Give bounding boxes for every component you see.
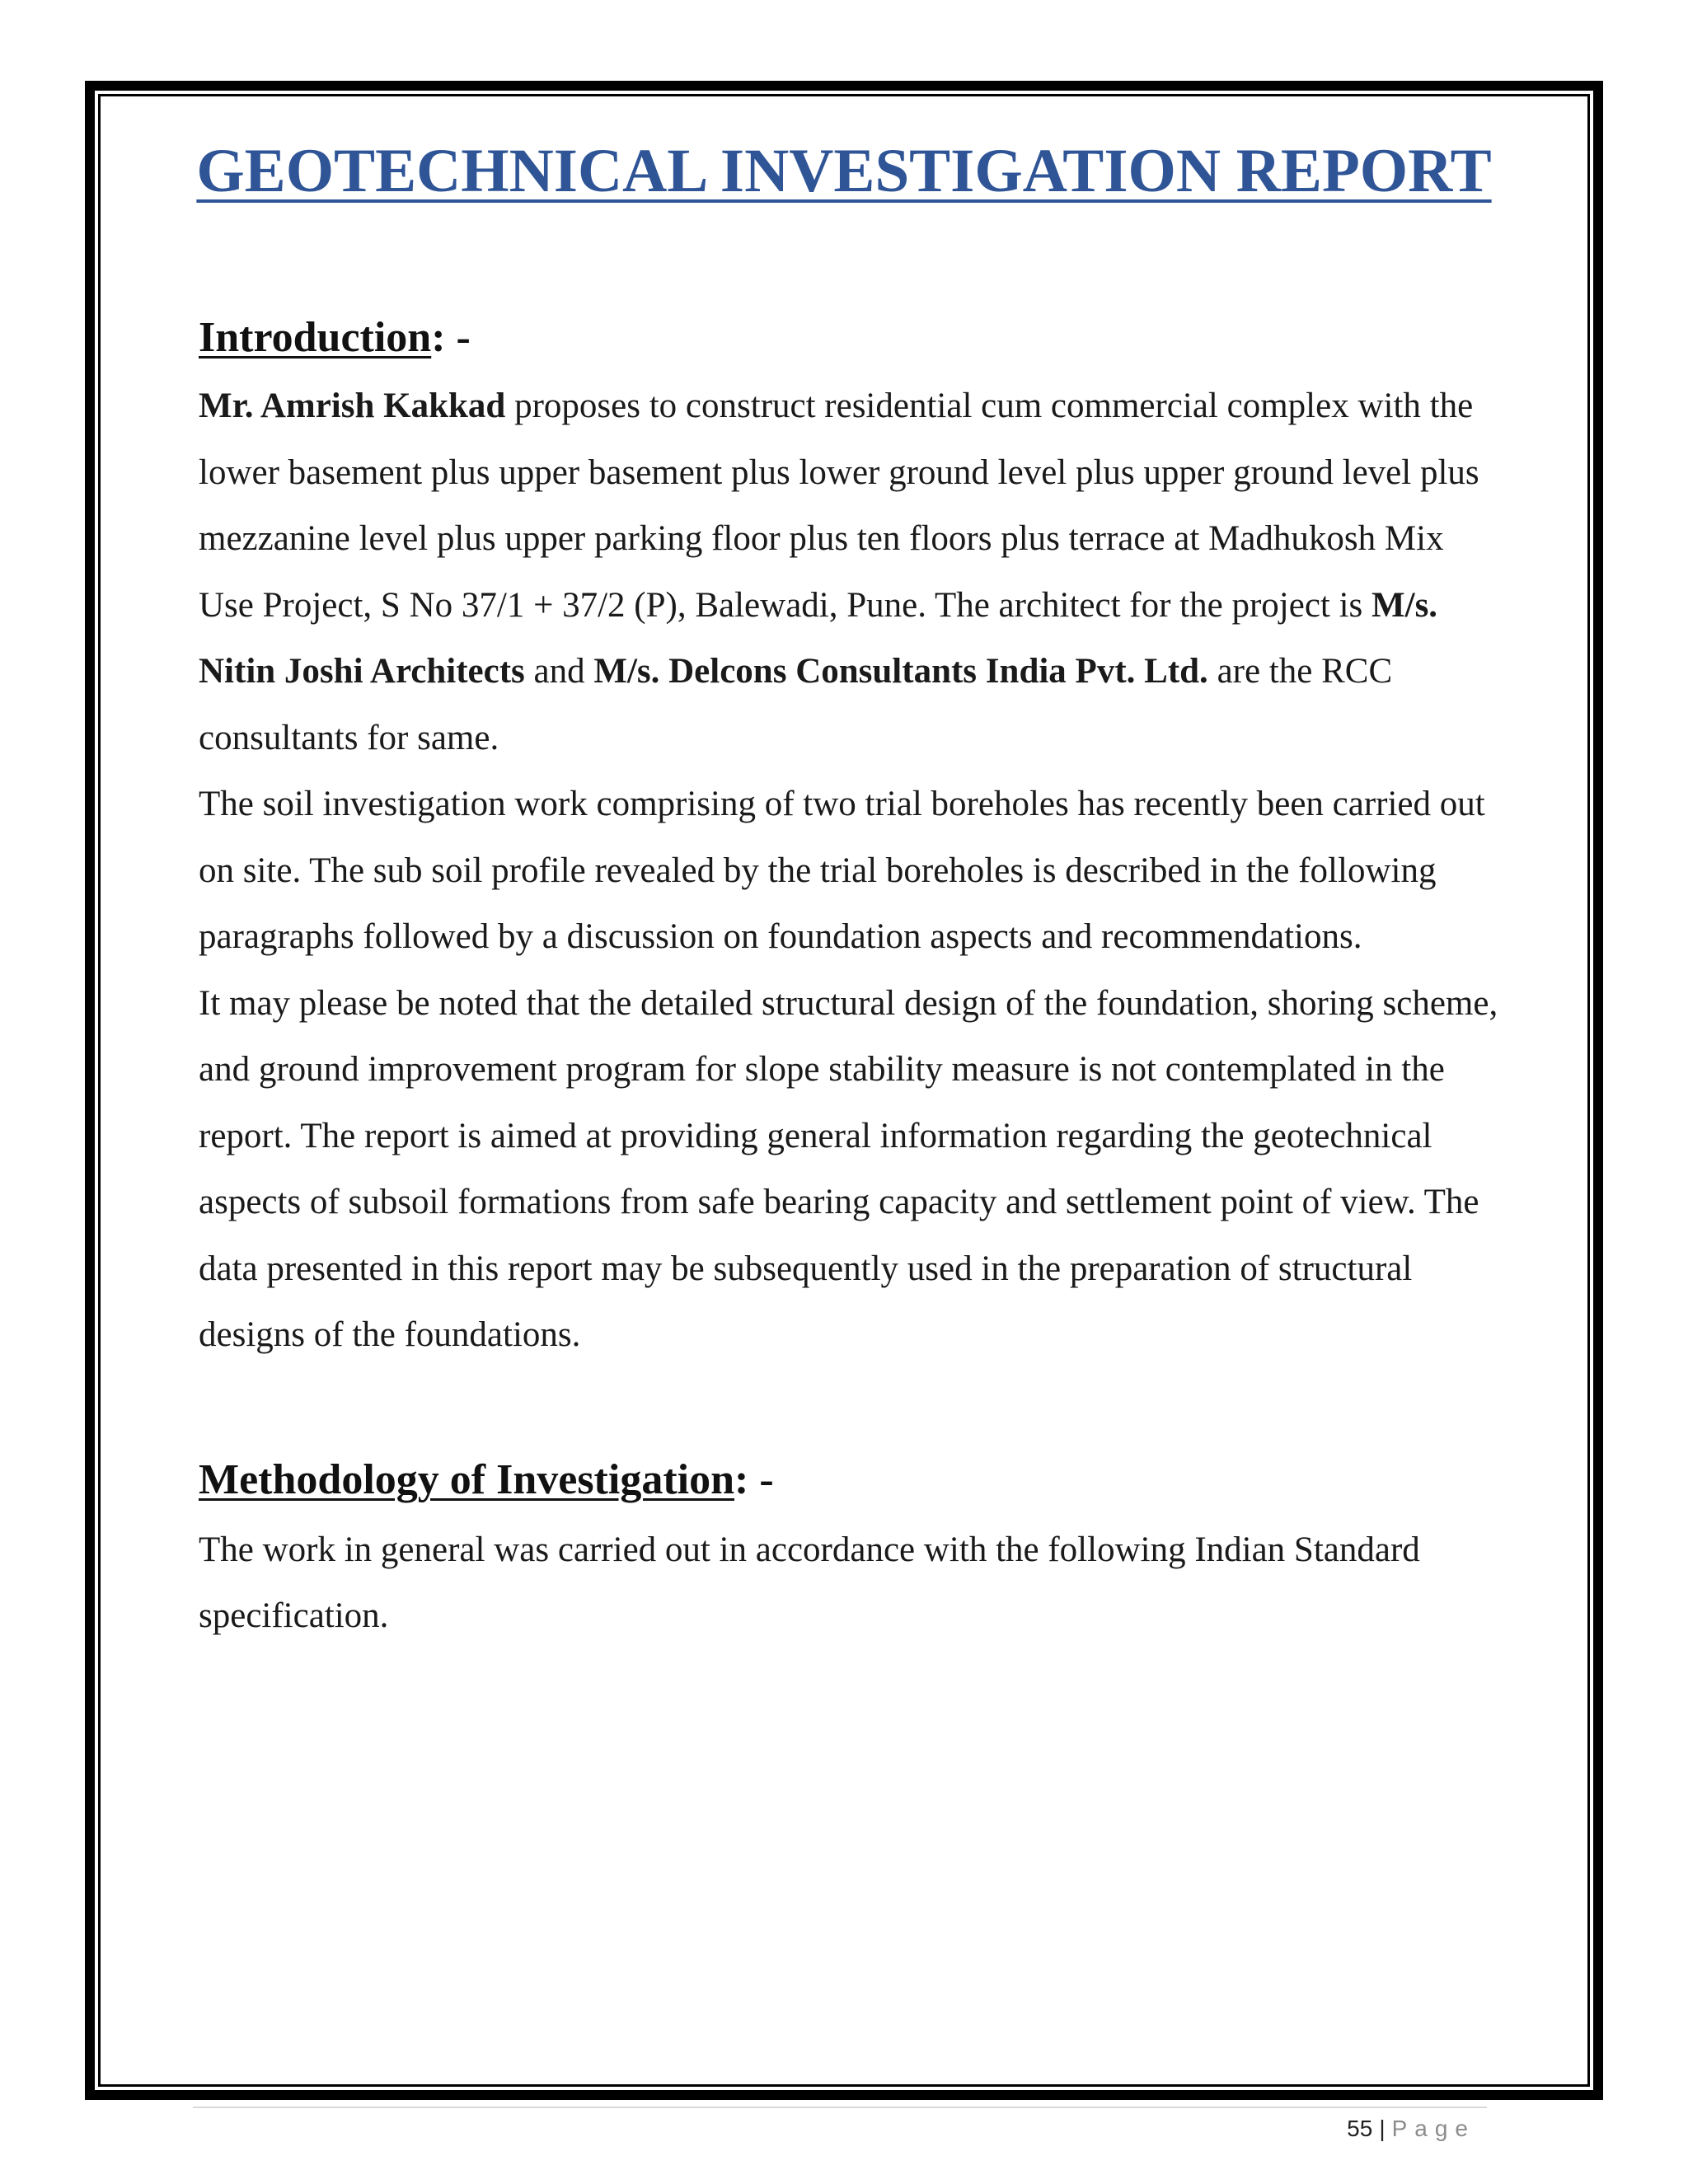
footer-divider	[193, 2107, 1487, 2108]
methodology-heading-suffix: : -	[734, 1455, 774, 1503]
intro-text-1: proposes to construct residential cum commercial complex with the lower basement plus upper basement plus lower ground level plus upper ground level plus mezzanine level plus upper parking floor plus ten floors plus terrace at Madhukosh Mix Use Project, S No 37/1 + 37/2 (P), Balewadi, Pune. The architect for the project is	[199, 387, 1479, 625]
page-number: 55	[1347, 2116, 1373, 2141]
client-name: Mr. Amrish Kakkad	[199, 387, 506, 425]
methodology-heading-text: Methodology of Investigation	[199, 1455, 734, 1503]
footer-separator: |	[1379, 2116, 1386, 2141]
introduction-heading-text: Introduction	[199, 314, 432, 361]
page-label: Page	[1391, 2116, 1475, 2141]
introduction-heading	[199, 309, 1501, 367]
introduction-heading-suffix: : -	[431, 314, 471, 361]
introduction-paragraph-2: The soil investigation work comprising of two trial boreholes has recently been carried out on site. The sub soil profile revealed by the trial boreholes is described in the following paragraphs followed by a discussion on foundation aspects and recommendations.	[199, 785, 1485, 956]
intro-text-3: are the RCC consultants for same.	[199, 652, 1393, 757]
consultant-name: M/s. Delcons Consultants India Pvt. Ltd.	[593, 652, 1208, 691]
methodology-paragraph-1: The work in general was carried out in accordance with the following Indian Standard specification.	[199, 1530, 1420, 1635]
report-title	[0, 137, 1688, 205]
page-footer	[1347, 2112, 1475, 2145]
introduction-paragraph-3: It may please be noted that the detailed structural design of the foundation, shoring scheme, and ground improvement program for slope stability measure is not contemplated in the report. The report is aimed at providing general information regarding the geotechnical aspects of subsoil formations from safe bearing capacity and settlement point of view. The data presented in this report may be subsequently used in the preparation of structural designs of the foundations.	[199, 983, 1498, 1354]
report-body	[199, 309, 1501, 1650]
introduction-paragraph-1	[199, 373, 1501, 771]
architect-name: M/s. Nitin Joshi Architects	[199, 585, 1438, 691]
intro-text-2: and	[524, 652, 594, 691]
methodology-heading	[199, 1451, 1501, 1509]
report-title-text: GEOTECHNICAL INVESTIGATION REPORT	[196, 137, 1492, 205]
